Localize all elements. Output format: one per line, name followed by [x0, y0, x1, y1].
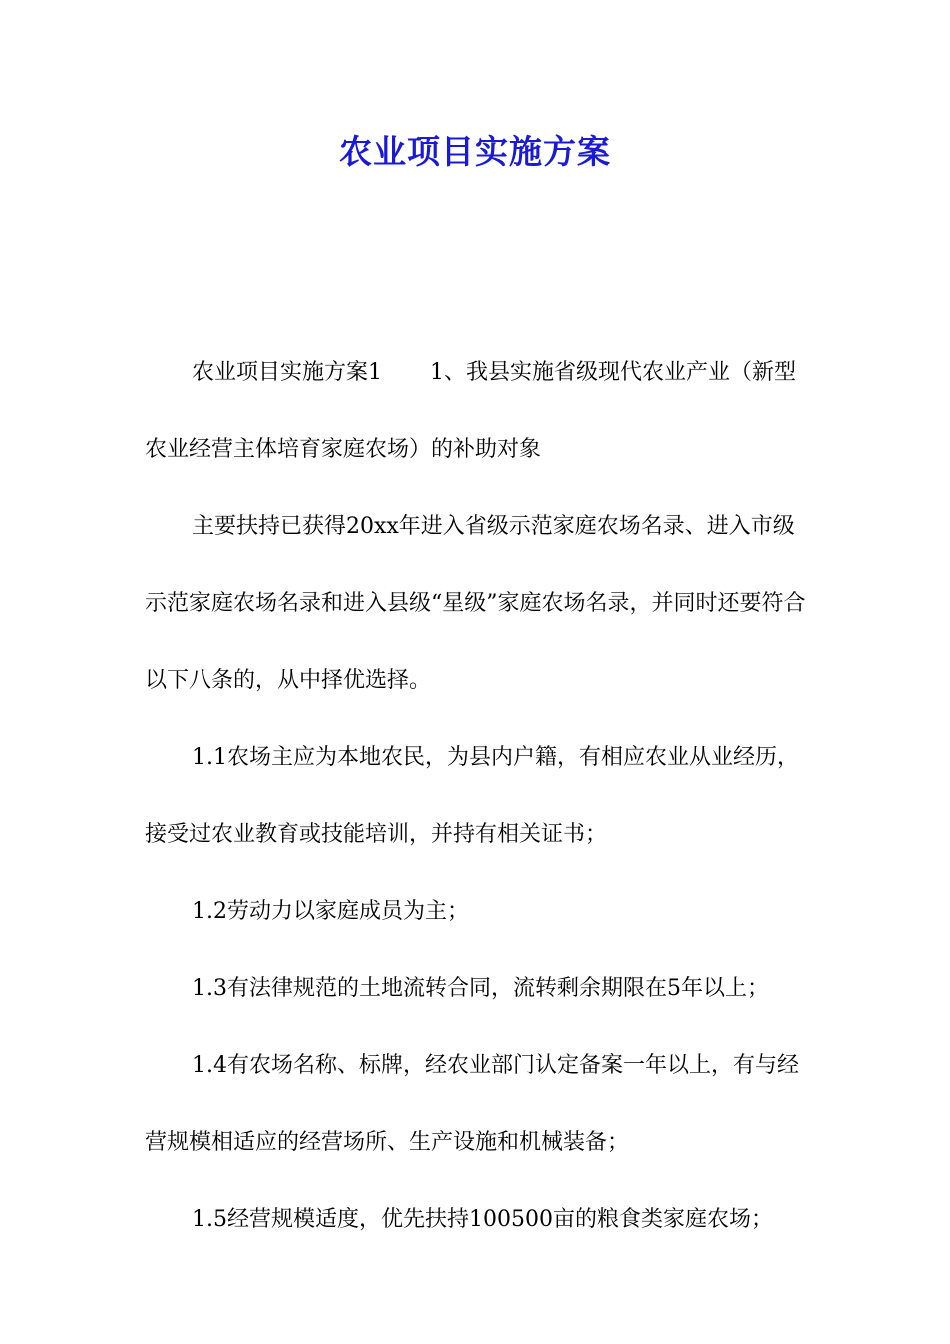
paragraph-3: 1.1农场主应为本地农民，为县内户籍，有相应农业从业经历，接受过农业教育或技能培训，并持有相关证书；	[145, 745, 799, 847]
paragraph-4: 1.2劳动力以家庭成员为主；	[192, 899, 469, 924]
paragraph-intro	[145, 334, 815, 488]
document-body	[145, 334, 815, 1258]
section-label: 农业项目实施方案1	[192, 360, 382, 385]
document-title: 农业项目实施方案	[339, 132, 611, 171]
paragraph-6: 1.4有农场名称、标牌，经农业部门认定备案一年以上，有与经营规模相适应的经营场所、生产设施和机械装备；	[145, 1053, 799, 1155]
paragraph-5: 1.3有法律规范的土地流转合同，流转剩余期限在5年以上；	[192, 976, 769, 1001]
paragraph-7: 1.5经营规模适度，优先扶持100500亩的粮食类家庭农场；	[192, 1207, 773, 1232]
paragraph-2: 主要扶持已获得20xx年进入省级示范家庭农场名录、进入市级示范家庭农场名录和进入县级“星级”家庭农场名录，并同时还要符合以下八条的，从中择优选择。	[145, 514, 806, 693]
paragraph-1-text: 1、我县实施省级现代农业产业（新型农业经营主体培育家庭农场）的补助对象	[145, 360, 796, 462]
